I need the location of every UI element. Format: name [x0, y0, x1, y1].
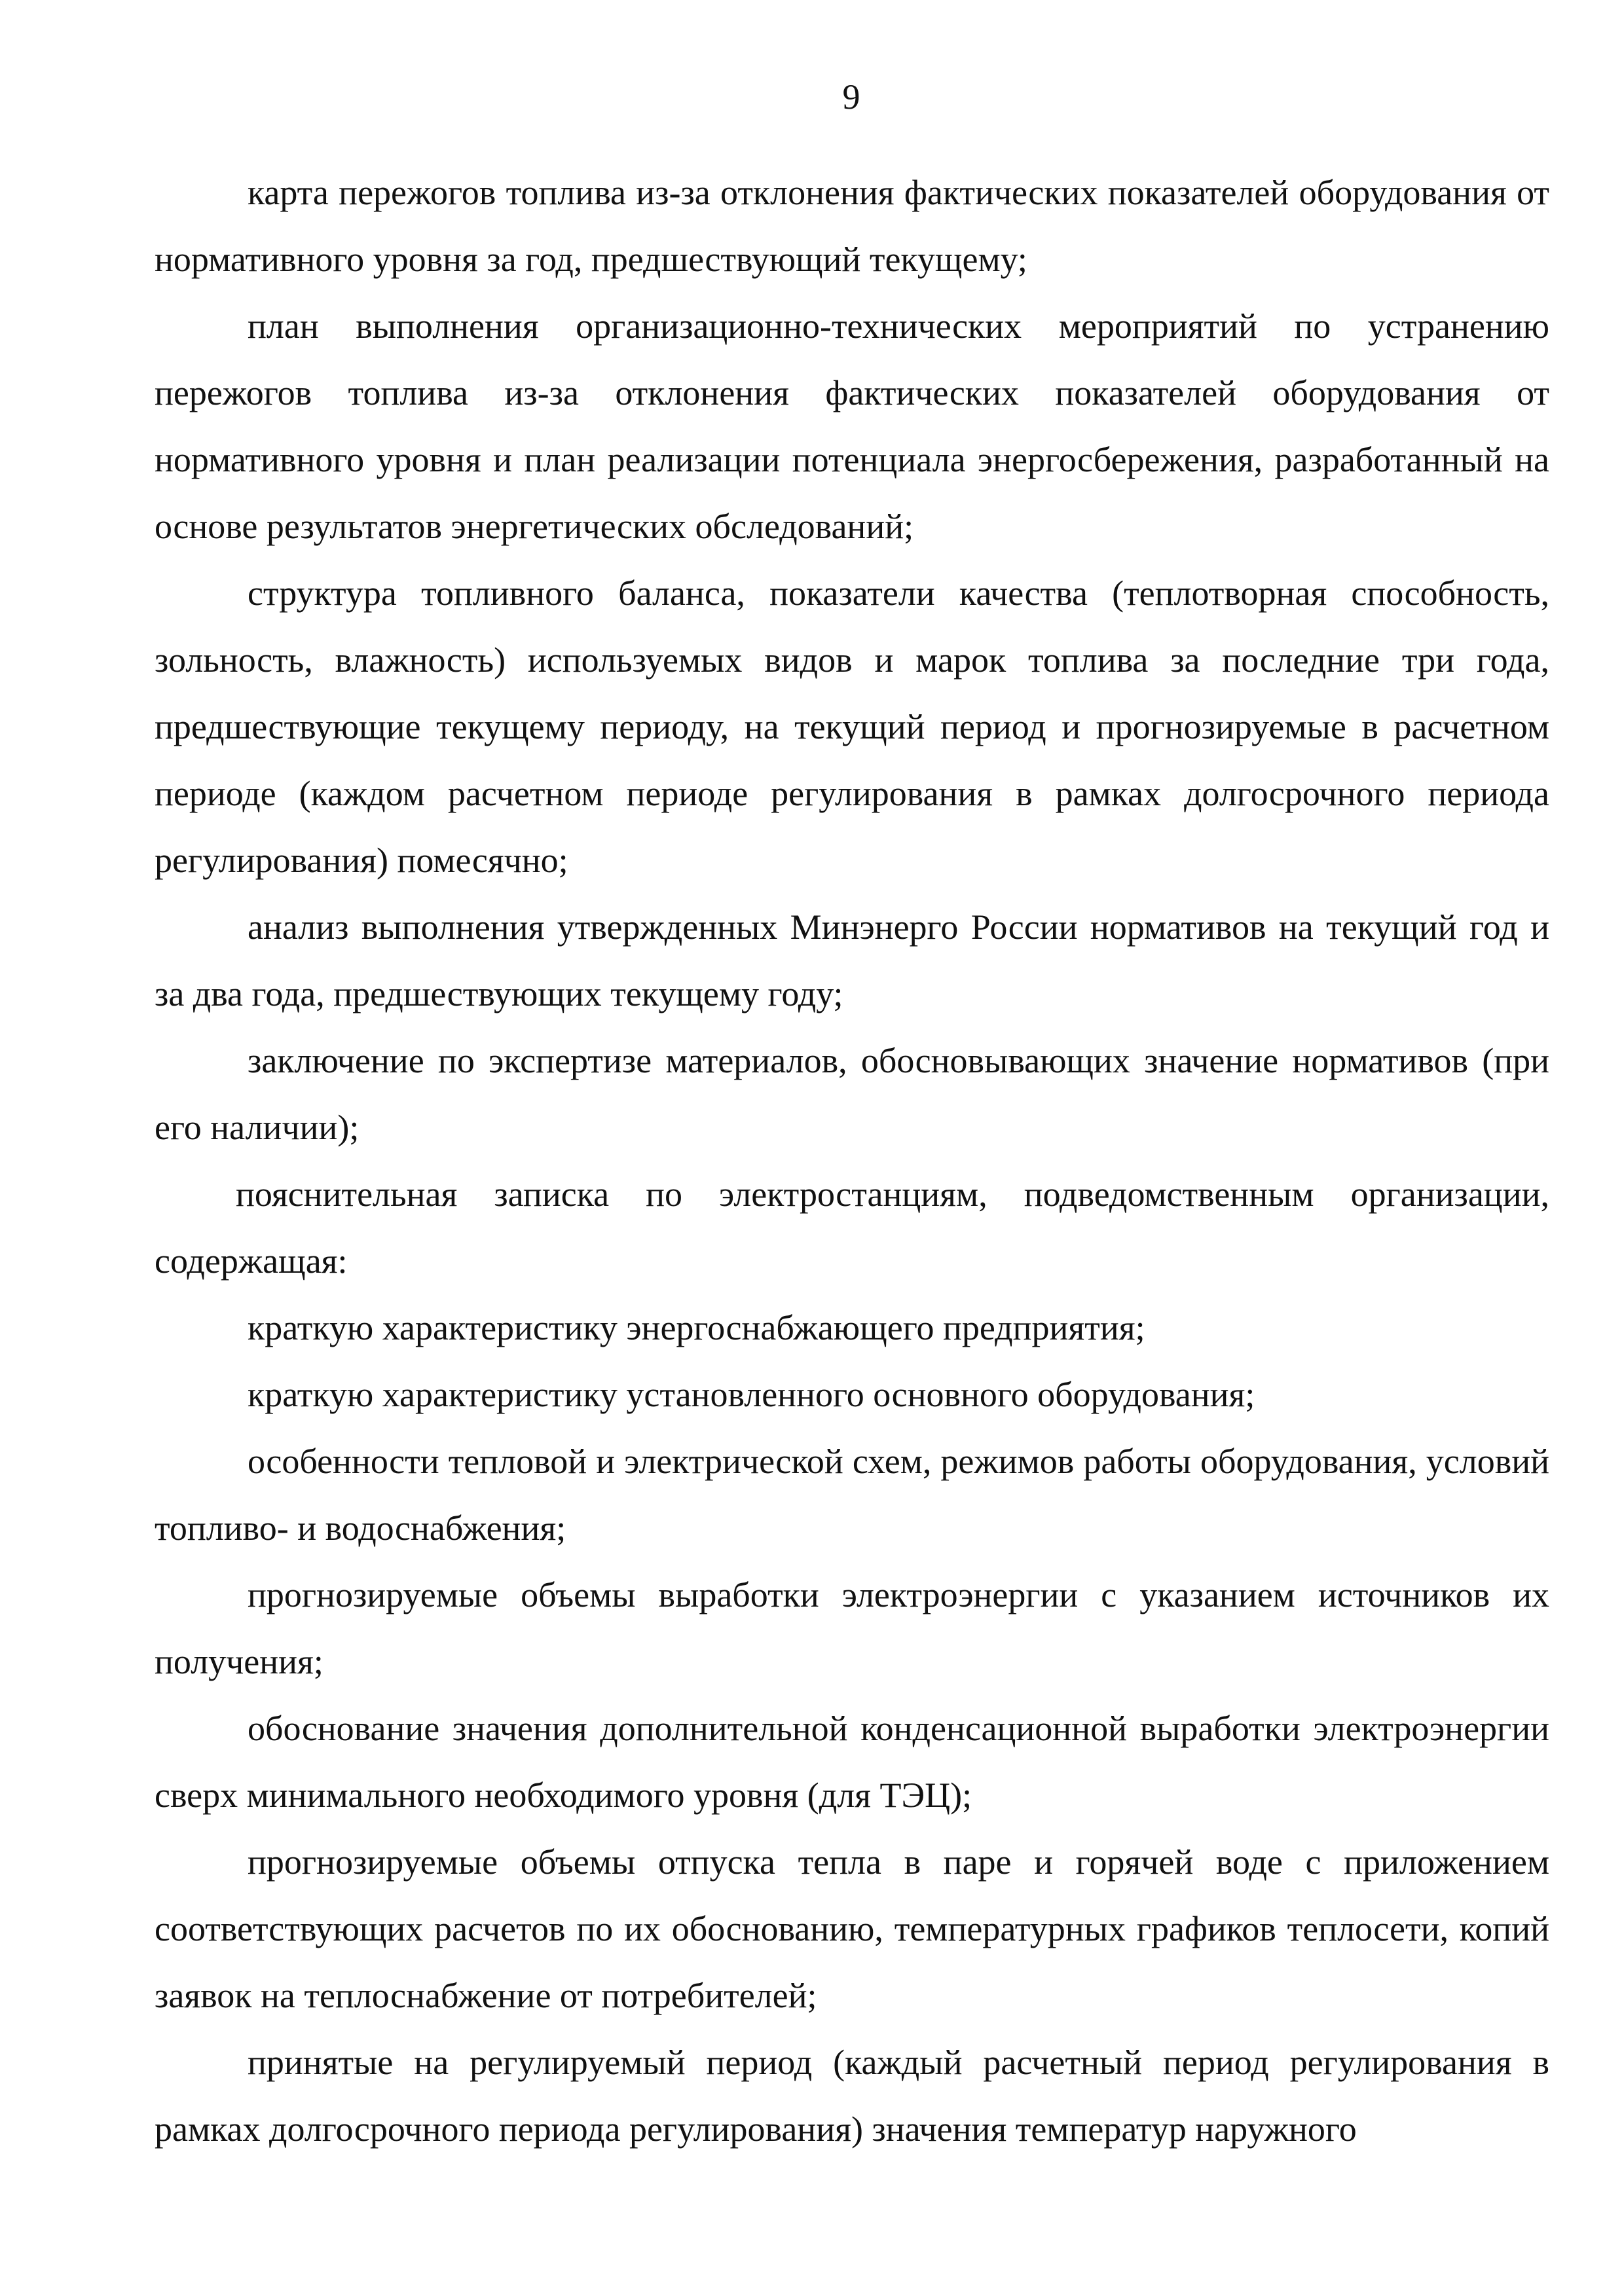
paragraph-standards-analysis: анализ выполнения утвержденных Минэнерго России нормативов на текущий год и за два года, предшествующих текущему году;: [155, 907, 1549, 1013]
paragraph-explanatory-note: пояснительная записка по электростанциям, подведомственным организации, содержащая:: [155, 1175, 1549, 1281]
paragraph-condensation-output-justification: обоснование значения дополнительной конденсационной выработки электроэнергии сверх минимального необходимого уровня (для ТЭЦ);: [155, 1709, 1549, 1815]
paragraph-fuel-overconsumption-map: карта пережогов топлива из-за отклонения фактических показателей оборудования от нормативного уровня за год, предшествующий текущему;: [155, 173, 1549, 279]
paragraph-enterprise-characteristic: краткую характеристику энергоснабжающего предприятия;: [248, 1308, 1145, 1347]
page-number: 9: [842, 77, 860, 117]
paragraph-equipment-characteristic: краткую характеристику установленного основного оборудования;: [248, 1375, 1255, 1414]
paragraph-outdoor-temperatures: принятые на регулируемый период (каждый расчетный период регулирования в рамках долгосрочного периода регулирования) значения температур наружного: [155, 2043, 1549, 2149]
paragraph-fuel-balance-structure: структура топливного баланса, показатели качества (теплотворная способность, зольность, влажность) используемых видов и марок топлива за последние три года, предшествующие текущему периоду, на текущий период и прогнозируемые в расчетном периоде (каждом расчетном периоде регулирования в рамках долгосрочного периода регулирования) помесячно;: [155, 574, 1549, 880]
paragraph-electricity-output-forecast: прогнозируемые объемы выработки электроэнергии с указанием источников их получения;: [155, 1575, 1549, 1681]
paragraph-scheme-features: особенности тепловой и электрической схем, режимов работы оборудования, условий топливо- и водоснабжения;: [155, 1442, 1549, 1548]
paragraph-heat-supply-forecast: прогнозируемые объемы отпуска тепла в паре и горячей воде с приложением соответствующих расчетов по их обоснованию, температурных графиков теплосети, копий заявок на теплоснабжение от потребителей;: [155, 1842, 1549, 2015]
paragraph-measures-plan: план выполнения организационно-технических мероприятий по устранению пережогов топлива из-за отклонения фактических показателей оборудования от нормативного уровня и план реализации потенциала энергосбережения, разработанный на основе результатов энергетических обследований;: [155, 306, 1549, 546]
document-body: [155, 159, 1549, 2162]
paragraph-expert-conclusion: заключение по экспертизе материалов, обосновывающих значение нормативов (при его наличии);: [155, 1041, 1549, 1147]
